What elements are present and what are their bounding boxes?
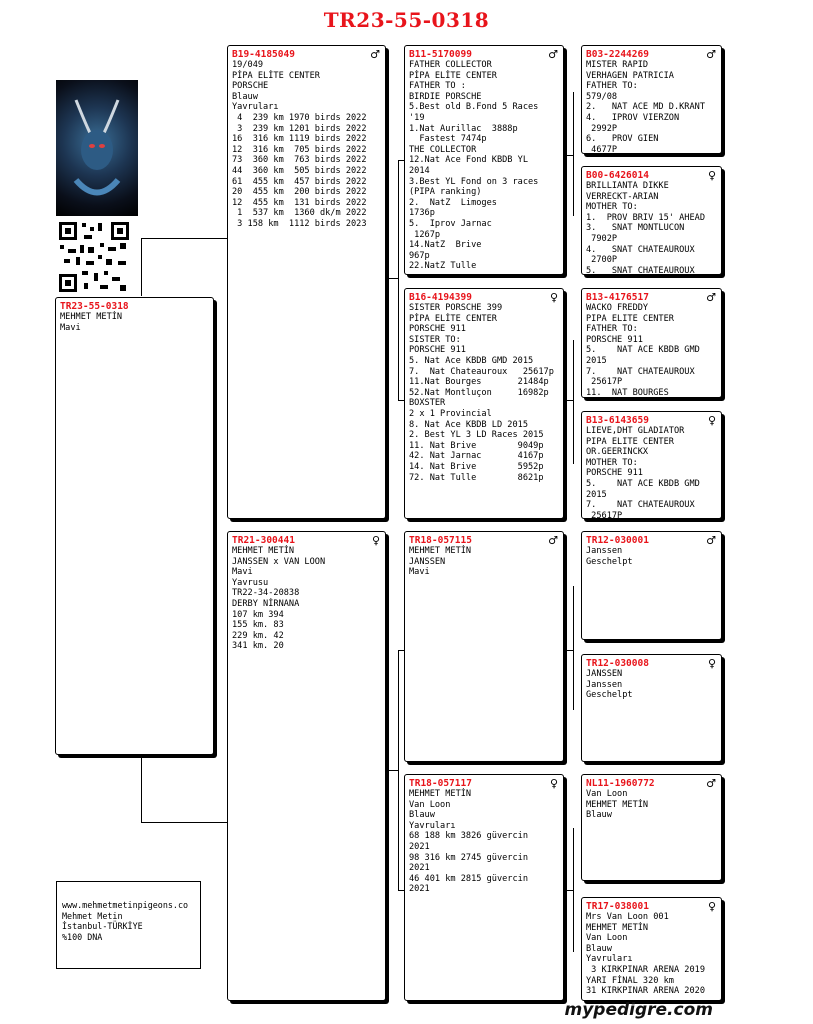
connector: [141, 822, 227, 823]
dragon-logo-icon: [56, 80, 138, 216]
great-grandparent-card-fff[interactable]: [581, 45, 722, 154]
female-icon: ♀: [707, 169, 716, 182]
father-card[interactable]: [227, 45, 386, 519]
ring-number: NL11-1960772: [586, 778, 655, 789]
great-grandparent-card-mff[interactable]: [581, 531, 722, 640]
pigeon-details: Van Loon MEHMET METİN Blauw: [586, 789, 649, 821]
connector: [141, 238, 227, 239]
connector: [566, 890, 573, 891]
great-grandparent-card-fmm[interactable]: [581, 411, 722, 519]
female-icon: ♀: [707, 414, 716, 427]
ring-number: B16-4194399: [409, 292, 472, 303]
great-grandparent-card-fmf[interactable]: [581, 288, 722, 398]
connector: [573, 340, 574, 464]
pigeon-details: SISTER PORSCHE 399 PİPA ELİTE CENTER PORSCHE 911 SISTER TO: PORSCHE 911 5. Nat Ace KBDB GMD 2015 7. Nat Chateauroux 25617p 11.Nat Bourges 21484p 52.Nat Montluçon 16982p BOXSTER 2 x 1 Provincial 8. Nat Ace KBDB LD 2015 2. Best YL 3 LD Races 2015 11. Nat Brive 9049p 42. Nat Jarnac 4167p 14. Nat Brive 5952p 72. Nat Tulle 8621p: [409, 303, 554, 483]
connector: [573, 828, 574, 952]
connector: [141, 238, 142, 296]
male-icon: ♂: [706, 534, 716, 547]
pigeon-details: FATHER COLLECTOR PİPA ELİTE CENTER FATHER TO : BIRDIE PORSCHE 5.Best old B.Fond 5 Races '19 1.Nat Aurillac 3888p Fastest 7474p THE COLLECTOR 12.Nat Ace Fond KBDB YL 2014 3.Best YL Fond on 3 races (PIPA ranking) 2. NatZ Limoges 1736p 5. Iprov Jarnac 1267p 14.NatZ Brive 967p 22.NatZ Tulle: [409, 60, 539, 272]
pigeon-details: BRILLIANTA DIKKE VERRECKT-ARIAN MOTHER TO: 1. PROV BRIV 15' AHEAD 3. SNAT MONTLUCON 7902P 4. SNAT CHATEAUROUX 2700P 5. SNAT CHATEAUROUX: [586, 181, 705, 275]
pigeon-details: Mrs Van Loon 001 MEHMET METİN Van Loon Blauw Yavruları 3 KIRKPINAR ARENA 2019 YARI FİNAL 320 km 31 KIRKPINAR ARENA 2020: [586, 912, 705, 997]
pigeon-details: MEHMET METİN Van Loon Blauw Yavruları 68 188 km 3826 güvercin 2021 98 316 km 2745 güvercin 2021 46 401 km 2815 güvercin 2021: [409, 789, 528, 895]
great-grandparent-card-ffm[interactable]: [581, 166, 722, 275]
contact-info: [56, 881, 201, 969]
male-icon: ♂: [548, 534, 558, 547]
ring-number: TR21-300441: [232, 535, 295, 546]
connector: [573, 586, 574, 710]
contact-lines: www.mehmetmetinpigeons.co Mehmet Metin İstanbul-TÜRKİYE %100 DNA: [62, 900, 189, 942]
great-grandparent-card-mfm[interactable]: [581, 654, 722, 762]
connector: [388, 770, 398, 771]
pigeon-details: 19/049 PİPA ELİTE CENTER PORSCHE Blauw Yavruları 4 239 km 1970 birds 2022 3 239 km 1201 birds 2022 16 316 km 1119 birds 2022 12 316 km 705 birds 2022 73 360 km 763 birds 2022 44 360 km 505 birds 2022 61 455 km 457 birds 2022 20 455 km 200 birds 2022 12 455 km 131 birds 2022 1 537 km 1360 dk/m 2022 3 158 km 1112 birds 2023: [232, 60, 367, 229]
male-icon: ♂: [370, 48, 380, 61]
female-icon: ♀: [549, 291, 558, 304]
pigeon-details: MISTER RAPID VERHAGEN PATRICIA FATHER TO: 579/08 2. NAT ACE MD D.KRANT 4. IPROV VIERZON 2992P 6. PROV GIEN 4677P: [586, 60, 705, 154]
qr-code-icon[interactable]: [58, 221, 130, 293]
female-icon: ♀: [549, 777, 558, 790]
great-grandparent-card-mmm[interactable]: [581, 897, 722, 1001]
female-icon: ♀: [707, 900, 716, 913]
ring-number: TR18-057117: [409, 778, 472, 789]
great-grandparent-card-mmf[interactable]: [581, 774, 722, 881]
ring-number: B13-4176517: [586, 292, 649, 303]
connector: [141, 754, 142, 822]
subject-card[interactable]: [55, 297, 214, 755]
ring-number: B19-4185049: [232, 49, 295, 60]
maternal-grandmother-card[interactable]: [404, 774, 564, 1001]
paternal-grandmother-card[interactable]: [404, 288, 564, 519]
male-icon: ♂: [706, 291, 716, 304]
ring-number: TR17-038001: [586, 901, 649, 912]
connector: [566, 400, 573, 401]
pedigree-title: TR23-55-0318: [323, 8, 490, 32]
ring-number: TR12-030008: [586, 658, 649, 669]
female-icon: ♀: [707, 657, 716, 670]
ring-number: TR18-057115: [409, 535, 472, 546]
pigeon-details: Janssen Geschelpt: [586, 546, 633, 567]
ring-number: B11-5170099: [409, 49, 472, 60]
pigeon-details: WACKO FREDDY PIPA ELITE CENTER FATHER TO: PORSCHE 911 5. NAT ACE KBDB GMD 2015 7. NAT CHATEAUROUX 25617P 11. NAT BOURGES: [586, 303, 700, 398]
pigeon-details: LIEVE,DHT GLADIATOR PIPA ELITE CENTER OR.GEERINCKX MOTHER TO: PORSCHE 911 5. NAT ACE KBDB GMD 2015 7. NAT CHATEAUROUX 25617P: [586, 426, 700, 519]
male-icon: ♂: [706, 777, 716, 790]
ring-number: B03-2244269: [586, 49, 649, 60]
pigeon-details: MEHMET METİN JANSSEN Mavi: [409, 546, 472, 578]
connector: [398, 650, 399, 890]
ring-number: B13-6143659: [586, 415, 649, 426]
maternal-grandfather-card[interactable]: [404, 531, 564, 762]
ring-number: TR12-030001: [586, 535, 649, 546]
female-icon: ♀: [371, 534, 380, 547]
connector: [566, 650, 573, 651]
paternal-grandfather-card[interactable]: [404, 45, 564, 275]
male-icon: ♂: [548, 48, 558, 61]
mother-card[interactable]: [227, 531, 386, 1001]
pigeon-details: MEHMET METİN JANSSEN x VAN LOON Mavi Yavrusu TR22-34-20838 DERBY NİRNANA 107 km 394 155 km. 83 229 km. 42 341 km. 20: [232, 546, 326, 652]
connector: [566, 155, 573, 156]
ring-number: B00-6426014: [586, 170, 649, 181]
connector: [398, 160, 399, 400]
male-icon: ♂: [706, 48, 716, 61]
footer-brand[interactable]: mypedigre.com: [564, 1000, 713, 1020]
connector: [573, 92, 574, 216]
pigeon-details: JANSSEN Janssen Geschelpt: [586, 669, 633, 701]
pigeon-details: MEHMET METİN Mavi: [60, 312, 123, 333]
connector: [388, 278, 398, 279]
ring-number: TR23-55-0318: [60, 301, 129, 312]
